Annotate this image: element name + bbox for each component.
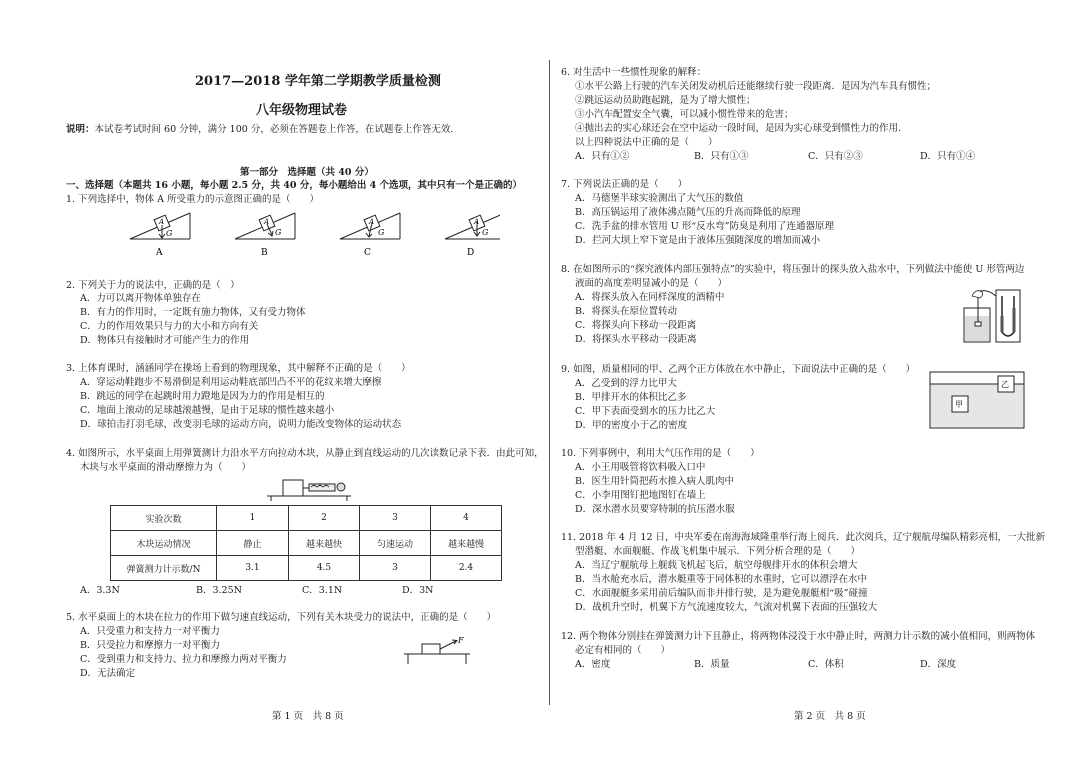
q10-option-a: A．小王用吸管将饮料吸入口中: [575, 462, 706, 473]
q6-statement-4: ④抛出去的实心球还会在空中运动一段时间，是因为实心球受到惯性力的作用.: [575, 123, 902, 134]
page-subtitle: 八年级物理试卷: [256, 103, 348, 118]
q5-option-b: B．只受拉力和摩擦力一对平衡力: [80, 640, 220, 651]
q8-stem-line2: 液面的高度差明显减小的是（ ）: [575, 278, 728, 289]
q12-stem-line1: 12. 两个物体分别挂在弹簧测力计下且静止，将两物体浸没于水中静止时，两测力计示数的减小值相同，则两物体: [561, 631, 1036, 642]
q3-option-b: B．跳远的同学在起跳时用力蹬地是因为力的作用是相互的: [80, 391, 325, 402]
q1-figure-d: [445, 213, 500, 239]
table-cell: 弹簧测力计示数/N: [111, 556, 217, 581]
q4-table: [110, 505, 502, 581]
part1-heading: 第一部分 选择题（共 40 分）: [240, 167, 374, 178]
table-cell: 2.4: [431, 556, 502, 581]
q1-block-label: A: [474, 218, 480, 226]
table-cell: 1: [217, 506, 289, 531]
q4-apparatus-figure: [265, 474, 355, 502]
q8-pressure-gauge-figure: [960, 286, 1026, 346]
table-cell: 木块运动情况: [111, 531, 217, 556]
q8-option-d: D．将探头水平移动一段距离: [575, 334, 697, 345]
q6-question: 以上四种说法中正确的是（ ）: [575, 137, 718, 148]
q2-stem: 2. 下列关于力的说法中，正确的是（ ）: [66, 280, 240, 291]
q9-label-yi: 乙: [1001, 380, 1009, 389]
q11-option-a: A．当辽宁舰航母上舰载飞机起飞后，航空母舰排开水的体积会增大: [575, 560, 858, 571]
q6-option-c: C．只有②③: [808, 151, 863, 162]
q4-option-b: B．3.25N: [196, 585, 242, 596]
q8-option-b: B．将探头在原位置转动: [575, 306, 677, 317]
q1-label-b: B: [261, 248, 268, 258]
q6-option-b: B．只有①③: [694, 151, 749, 162]
q2-option-c: C．力的作用效果只与力的大小和方向有关: [80, 321, 259, 332]
table-row: [111, 556, 502, 581]
q3-stem: 3. 上体育课时，涵涵同学在操场上看到的物理现象，其中解释不正确的是（ ）: [66, 363, 411, 374]
table-cell: 3.1: [217, 556, 289, 581]
q1-force-label: G: [275, 228, 282, 237]
table-cell: 4: [431, 506, 502, 531]
q5-force-label: F: [458, 636, 464, 645]
table-cell: 越来越慢: [431, 531, 502, 556]
q1-block-label: A: [369, 218, 375, 226]
q6-option-a: A．只有①②: [575, 151, 630, 162]
section1-heading: 一、选择题（本题共 16 小题，每小题 2.5 分，共 40 分，每小题给出 4 个选项，其中只有一个是正确的）: [66, 180, 523, 191]
q12-option-b: B．质量: [694, 659, 730, 670]
q9-option-a: A．乙受到的浮力比甲大: [575, 378, 677, 389]
q4-stem-line1: 4. 如图所示，水平桌面上用弹簧测计力沿水平方向拉动木块，从静止到直线运动的几次读数记录下表．由此可知，: [66, 448, 544, 459]
table-cell: 2: [289, 506, 360, 531]
q1-label-c: C: [364, 248, 371, 258]
q10-option-d: D．深水潜水员要穿特制的抗压潜水服: [575, 504, 735, 515]
q1-figure-a: [130, 213, 190, 239]
q11-stem-line1: 11. 2018 年 4 月 12 日，中央军委在南海海域隆重举行海上阅兵．此次阅兵，辽宁舰航母编队精彩亮相，一大批新: [561, 532, 1046, 543]
q9-stem: 9. 如图，质量相同的甲、乙两个正方体放在水中静止，下面说法中正确的是（ ）: [561, 364, 916, 375]
q9-option-c: C．甲下表面受到水的压力比乙大: [575, 406, 716, 417]
q12-option-c: C．体积: [808, 659, 844, 670]
q3-option-a: A．穿运动鞋跑步不易滑倒是利用运动鞋底部凹凸不平的花纹来增大摩擦: [80, 377, 382, 388]
q3-option-c: C．地面上滚动的足球越滚越慢，是由于足球的惯性越来越小: [80, 405, 335, 416]
q8-option-c: C．将探头向下移动一段距离: [575, 320, 697, 331]
q7-option-c: C．洗手盆的排水管用 U 形“反水弯”防臭是利用了连通器原理: [575, 221, 835, 232]
q1-stem: 1. 下列选择中，物体 A 所受重力的示意图正确的是（ ）: [66, 194, 319, 205]
page-title: 2017—2018 学年第二学期教学质量检测: [195, 74, 441, 89]
q9-option-b: B．甲排开水的体积比乙多: [575, 392, 687, 403]
q5-option-a: A．只受重力和支持力一对平衡力: [80, 626, 220, 637]
q8-stem-line1: 8. 在如图所示的“探究液体内部压强特点”的实验中，将压强计的探头放入盐水中，下列做法中能使 U 形管两边: [561, 264, 1025, 275]
q7-stem: 7. 下列说法正确的是（ ）: [561, 179, 688, 190]
q5-stem: 5. 水平桌面上的木块在拉力的作用下做匀速直线运动，下列有关木块受力的说法中，正确的是（ ）: [66, 612, 497, 623]
q10-option-b: B．医生用针筒把药水推入病人肌肉中: [575, 476, 734, 487]
table-cell: 4.5: [289, 556, 360, 581]
q5-option-c: C．受到重力和支持力、拉力和摩擦力两对平衡力: [80, 654, 287, 665]
q4-option-c: C．3.1N: [302, 585, 343, 596]
q11-stem-line2: 型潜艇、水面舰艇、作战飞机集中展示．下列分析合理的是（ ）: [575, 546, 861, 557]
instructions-text: 本试卷考试时间 60 分钟，满分 100 分，必须在答题卷上作答，在试题卷上作答无效.: [94, 124, 454, 135]
q1-force-label: G: [166, 229, 173, 238]
q12-option-d: D．深度: [920, 659, 957, 670]
q9-tank-figure: [928, 370, 1028, 432]
instructions: [66, 123, 453, 136]
q9-option-d: D．甲的密度小于乙的密度: [575, 420, 688, 431]
q7-option-d: D．拦河大坝上窄下宽是由于液体压强随深度的增加而减小: [575, 235, 821, 246]
q1-block-label: A: [264, 218, 270, 226]
q3-option-d: D．球拍击打羽毛球，改变羽毛球的运动方向，说明力能改变物体的运动状态: [80, 419, 402, 430]
q12-option-a: A．密度: [575, 659, 611, 670]
q6-statement-2: ②跳远运动员助跑起跳，是为了增大惯性；: [575, 95, 756, 106]
table-cell: 静止: [217, 531, 289, 556]
q12-stem-line2: 必定有相同的（ ）: [575, 645, 671, 656]
q4-option-a: A．3.3N: [80, 585, 120, 596]
q1-figure-c: [340, 213, 400, 239]
q11-option-c: C．水面舰艇多采用前后编队而非并排行驶，是为避免舰艇相“吸”碰撞: [575, 588, 868, 599]
table-cell: 越来越快: [289, 531, 360, 556]
q1-block-label: A: [159, 218, 165, 226]
q5-option-d: D．无法确定: [80, 668, 136, 679]
table-row: [111, 531, 502, 556]
q6-stem: 6. 对生活中一些惯性现象的解释：: [561, 67, 707, 78]
q9-label-jia: 甲: [955, 400, 963, 409]
q1-force-label: G: [482, 228, 489, 237]
q2-option-b: B．有力的作用时，一定既有施力物体，又有受力物体: [80, 307, 306, 318]
q1-label-a: A: [156, 248, 163, 258]
q11-option-b: B．当水舱充水后，潜水艇重等于同体积的水重时，它可以漂浮在水中: [575, 574, 867, 585]
q10-stem: 10. 下列事例中，利用大气压作用的是（ ）: [561, 448, 760, 459]
q4-stem-line2: 木块与水平桌面的滑动摩擦力为（ ）: [80, 462, 252, 473]
q6-statement-1: ①水平公路上行驶的汽车关闭发动机后还能继续行驶一段距离．是因为汽车具有惯性；: [575, 81, 937, 92]
table-cell: 实验次数: [111, 506, 217, 531]
q8-option-a: A．将探头放入在同样深度的酒精中: [575, 292, 725, 303]
q1-label-d: D: [467, 248, 475, 258]
q1-figure-b: [235, 213, 295, 239]
q11-option-d: D．战机升空时，机翼下方气流速度较大，气流对机翼下表面的压强较大: [575, 602, 878, 613]
table-cell: 3: [360, 556, 431, 581]
q1-figures: [120, 207, 500, 259]
q4-option-d: D．3N: [402, 585, 434, 596]
q7-option-b: B．高压锅运用了液体沸点随气压的升高而降低的原理: [575, 207, 801, 218]
q10-option-c: C．小李用图钉把地图钉在墙上: [575, 490, 706, 501]
footer-left: 第 1 页 共 8 页: [272, 711, 344, 722]
footer-right: 第 2 页 共 8 页: [794, 711, 866, 722]
q7-option-a: A．马德堡半球实验测出了大气压的数值: [575, 193, 744, 204]
table-cell: 3: [360, 506, 431, 531]
q6-option-d: D．只有①④: [920, 151, 976, 162]
page-divider: [549, 60, 550, 705]
table-row: [111, 506, 502, 531]
q6-statement-3: ③小汽车配置安全气囊，可以减小惯性带来的危害；: [575, 109, 794, 120]
table-cell: 匀速运动: [360, 531, 431, 556]
q1-force-label: G: [378, 228, 385, 237]
q5-figure: [402, 634, 474, 666]
q2-option-a: A．力可以离开物体单独存在: [80, 293, 201, 304]
q2-option-d: D．物体只有接触时才可能产生力的作用: [80, 335, 250, 346]
instructions-label: 说明：: [66, 124, 95, 135]
